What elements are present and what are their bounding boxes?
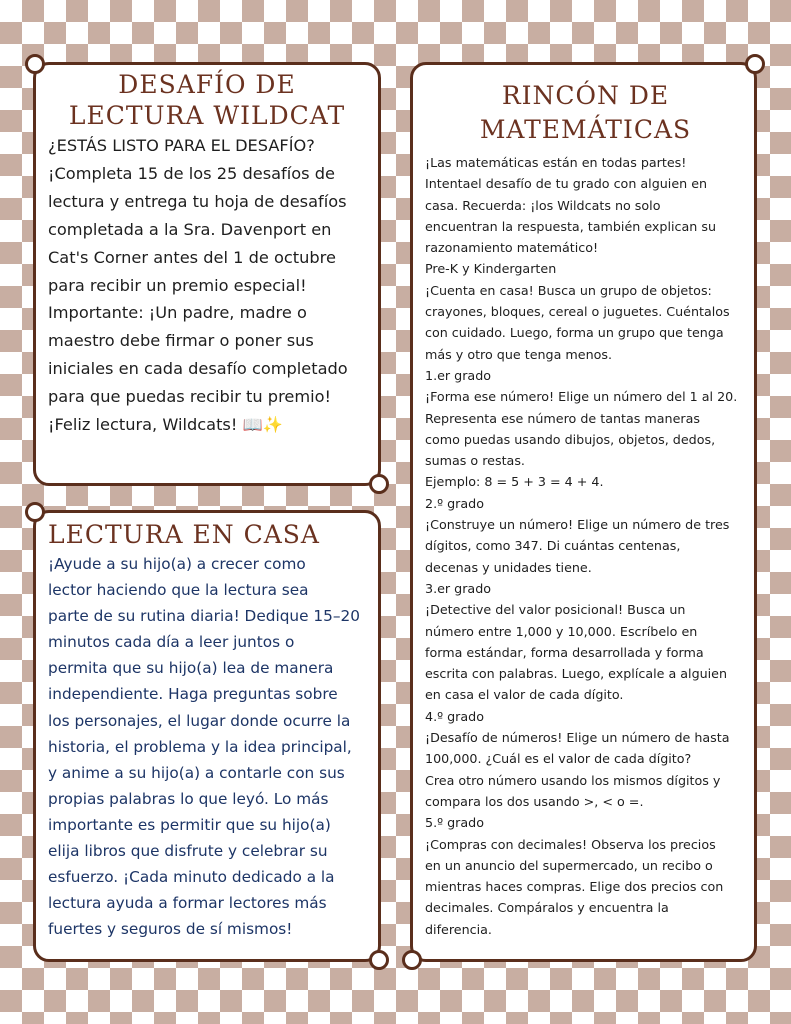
text-line: más y otro que tenga menos. [425, 346, 613, 362]
text-line: lectura y entrega tu hoja de desafíos [48, 191, 347, 211]
text-line: para que puedas recibir tu premio! [48, 387, 331, 407]
text-line: ¡Detective del valor posicional! Busca un [425, 602, 686, 618]
text-line: Crea otro número usando los mismos dígitos y [425, 772, 721, 788]
text-line: lector haciendo que la lectura sea [48, 581, 309, 600]
text-line: crayones, bloques, cereal o juguetes. Cuéntalos [425, 304, 730, 320]
text-line: ¡Feliz lectura, Wildcats! 📖✨ [48, 415, 283, 435]
reading-challenge-title: DESAFÍO DE LECTURA WILDCAT [68, 70, 346, 130]
text-line: ¡Forma ese número! Elige un número del 1 al 20. [425, 389, 738, 405]
text-line: ¡Cuenta en casa! Busca un grupo de objetos: [425, 282, 712, 298]
text-line: y anime a su hijo(a) a contarle con sus [48, 763, 345, 782]
text-line: decimales. Compáralos y encuentra la [425, 900, 669, 916]
grade-heading: 4.º grado [425, 708, 484, 724]
text-line: 100,000. ¿Cuál es el valor de cada dígito? [425, 751, 692, 767]
reading-at-home-body [48, 551, 370, 942]
text-line: Cat's Corner antes del 1 de octubre [48, 247, 336, 267]
text-line: importante es permitir que su hijo(a) [48, 815, 331, 834]
text-line: número entre 1,000 y 10,000. Escríbelo en [425, 623, 698, 639]
reading-at-home-panel [33, 510, 381, 962]
math-corner-body [425, 152, 746, 940]
grade-heading: Pre-K y Kindergarten [425, 261, 557, 277]
text-line: sumas o restas. [425, 453, 525, 469]
text-line: en un anuncio del supermercado, un recibo o [425, 857, 713, 873]
text-line: los personajes, el lugar donde ocurre la [48, 711, 351, 730]
text-line: con cuidado. Luego, forma un grupo que tenga [425, 325, 724, 341]
text-line: ¡Construye un número! Elige un número de tres [425, 517, 730, 533]
math-corner-panel [410, 62, 757, 962]
text-line: lectura ayuda a formar lectores más [48, 894, 327, 913]
text-line: ¡Ayude a su hijo(a) a crecer como [48, 555, 306, 573]
text-line: ¡Las matemáticas están en todas partes! [425, 155, 687, 170]
text-line: ¿ESTÁS LISTO PARA EL DESAFÍO? [48, 136, 315, 155]
reading-at-home-title: LECTURA EN CASA [48, 520, 320, 549]
grade-heading: 3.er grado [425, 580, 492, 596]
text-line: compara los dos usando >, < o =. [425, 793, 644, 809]
text-line: para recibir un premio especial! [48, 275, 307, 295]
math-corner-title: RINCÓN DE MATEMÁTICAS [479, 81, 692, 144]
text-line: historia, el problema y la idea principal, [48, 737, 352, 756]
text-line: maestro debe firmar o poner sus [48, 331, 314, 351]
text-line: iniciales en cada desafío completado [48, 359, 348, 379]
text-line: ¡Completa 15 de los 25 desafíos de [48, 163, 335, 183]
text-line: completada a la Sra. Davenport en [48, 219, 332, 239]
text-line: ¡Compras con decimales! Observa los precios [425, 836, 716, 852]
text-line: mientras haces compras. Elige dos precios con [425, 879, 724, 895]
text-line: escrita con palabras. Luego, explícale a alguien [425, 666, 728, 682]
grade-heading: 2.º grado [425, 495, 484, 511]
text-line: como puedas usando dibujos, objetos, dedos, [425, 431, 716, 447]
grade-heading: 1.er grado [425, 367, 492, 383]
text-line: esfuerzo. ¡Cada minuto dedicado a la [48, 868, 335, 887]
text-line: Importante: ¡Un padre, madre o [48, 303, 307, 323]
text-line: dígitos, como 347. Di cuántas centenas, [425, 538, 681, 554]
text-line: Ejemplo: 8 = 5 + 3 = 4 + 4. [425, 474, 604, 490]
reading-challenge-panel [33, 62, 381, 486]
text-line: ¡Desafío de números! Elige un número de hasta [425, 730, 730, 746]
text-line: forma estándar, forma desarrollada y forma [425, 644, 704, 660]
reading-challenge-body [48, 132, 366, 439]
text-line: decenas y unidades tiene. [425, 559, 592, 575]
text-line: parte de su rutina diaria! Dedique 15–20 [48, 607, 360, 626]
text-line: en casa el valor de cada dígito. [425, 687, 624, 703]
text-line: Intentael desafío de tu grado con alguien en [425, 176, 708, 192]
text-line: diferencia. [425, 921, 492, 937]
text-line: propias palabras lo que leyó. Lo más [48, 789, 329, 808]
text-line: elija libros que disfrute y celebrar su [48, 842, 328, 861]
text-line: encuentran la respuesta, también explican su [425, 218, 717, 234]
text-line: razonamiento matemático! [425, 240, 599, 256]
text-line: minutos cada día a leer juntos o [48, 633, 295, 652]
grade-heading: 5.º grado [425, 815, 484, 831]
text-line: fuertes y seguros de sí mismos! [48, 920, 293, 939]
text-line: casa. Recuerda: ¡los Wildcats no solo [425, 197, 661, 213]
text-line: independiente. Haga preguntas sobre [48, 685, 338, 704]
text-line: Representa ese número de tantas maneras [425, 410, 700, 426]
text-line: permita que su hijo(a) lea de manera [48, 659, 334, 678]
